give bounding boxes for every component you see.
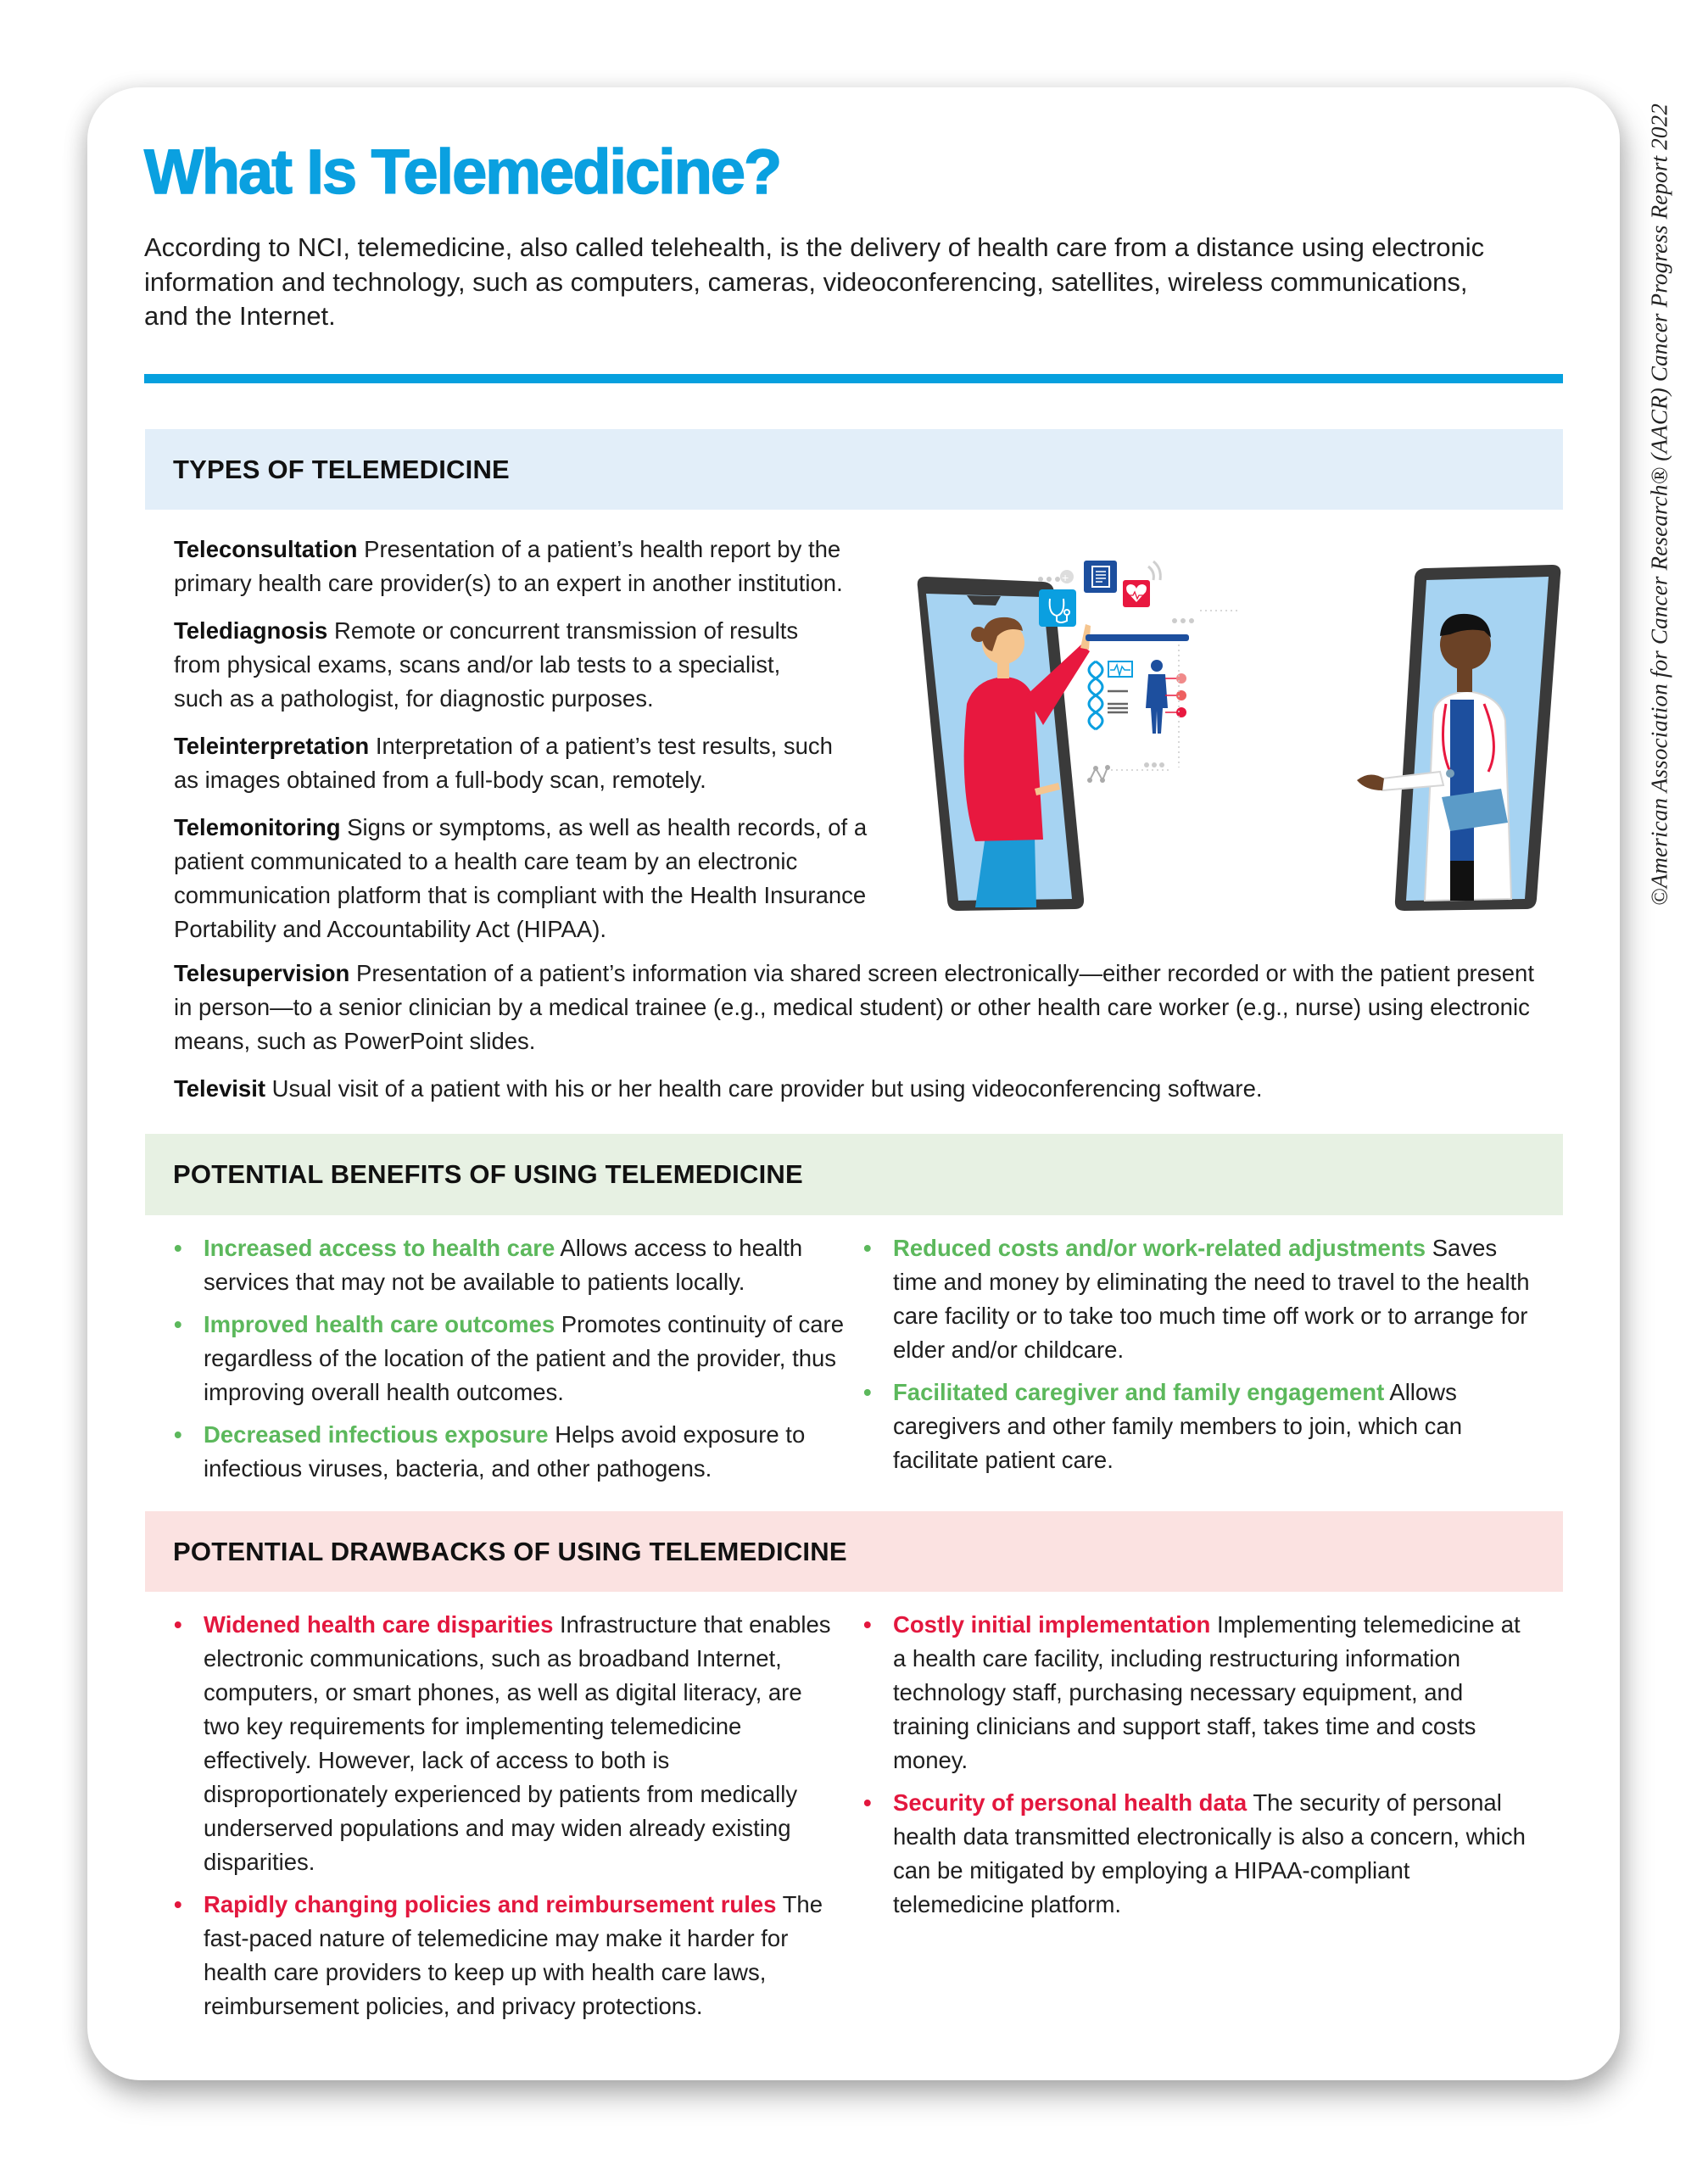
- type-term: Telesupervision: [174, 960, 350, 986]
- copyright-notice: [1638, 85, 1681, 924]
- bullet-icon: •: [863, 1611, 872, 1638]
- ecg-icon: [1108, 661, 1132, 677]
- drawbacks-list-right: [863, 1608, 1533, 1930]
- benefits-heading: POTENTIAL BENEFITS OF USING TELEMEDICINE: [173, 1159, 803, 1189]
- type-desc: Presentation of a patient’s information via shared screen electronically—either recorded or with the patient present in person—to a senior clinician by a medical trainee (e.g., medical student) or other health care worker (e.g., nurse) using electronic means, such as PowerPoint slides.: [174, 960, 1534, 1054]
- benefits-section-header: [145, 1134, 1563, 1215]
- document-icon: [1084, 561, 1117, 593]
- bullet-icon: •: [863, 1789, 872, 1816]
- types-section-header: [145, 429, 1563, 510]
- title-divider: [144, 374, 1563, 383]
- type-item: [174, 957, 1548, 1058]
- drawback-item: [174, 1608, 844, 1879]
- drawback-term: Security of personal health data: [893, 1789, 1248, 1816]
- drawback-item: [863, 1608, 1533, 1778]
- benefits-list-right: [863, 1231, 1533, 1486]
- drawback-desc: The security of personal health data transmitted electronically is also a concern, which can be mitigated by employing a HIPAA-compliant telemedicine platform.: [893, 1789, 1526, 1917]
- types-heading: TYPES OF TELEMEDICINE: [173, 454, 510, 484]
- benefit-item: [863, 1231, 1533, 1367]
- drawbacks-section-header: [145, 1511, 1563, 1592]
- bullet-icon: •: [174, 1891, 182, 1917]
- benefit-term: Improved health care outcomes: [204, 1311, 555, 1337]
- body-icon: [1146, 660, 1168, 734]
- type-item: [174, 614, 818, 716]
- benefit-item: [174, 1418, 844, 1486]
- drawback-item: [863, 1786, 1533, 1922]
- type-desc: Signs or symptoms, as well as health records, of a patient communicated to a health care team by an electronic communication platform that is compliant with the Health Insurance Portability and Accountability Act (HIPAA).: [174, 814, 868, 942]
- benefit-term: Reduced costs and/or work-related adjustments: [893, 1235, 1426, 1261]
- bullet-icon: •: [174, 1235, 182, 1261]
- benefit-desc: Allows access to health services that may not be available to patients locally.: [204, 1235, 803, 1295]
- benefits-list-left: [174, 1231, 844, 1494]
- type-desc: Presentation of a patient’s health report by the primary health care provider(s) to an expert in another institution.: [174, 536, 843, 596]
- benefit-term: Decreased infectious exposure: [204, 1421, 549, 1448]
- benefit-item: [174, 1231, 844, 1299]
- drawbacks-list-left: [174, 1608, 844, 2032]
- benefit-item: [174, 1308, 844, 1409]
- type-desc: Remote or concurrent transmission of results from physical exams, scans and/or lab tests to a specialist, such as a pathologist, for diagnostic purposes.: [174, 617, 799, 712]
- intro-paragraph: According to NCI, telemedicine, also called telehealth, is the delivery of health care from a distance using electronic information and technology, such as computers, cameras, videoconferencing, satellites, wireless communications, and the Internet.: [144, 232, 1485, 331]
- bullet-icon: •: [174, 1421, 182, 1448]
- type-term: Teleconsultation: [174, 536, 358, 562]
- bullet-icon: •: [863, 1379, 872, 1405]
- benefit-term: Increased access to health care: [204, 1235, 555, 1261]
- type-term: Televisit: [174, 1075, 266, 1102]
- benefit-desc: Saves time and money by eliminating the need to travel to the health care facility or to take too much time off work or to arrange for elder and/or childcare.: [893, 1235, 1530, 1363]
- type-item: [174, 811, 941, 946]
- drawback-item: [174, 1888, 844, 2023]
- bullet-icon: •: [863, 1235, 872, 1261]
- page-title: What Is Telemedicine?: [144, 137, 781, 207]
- type-term: Teleinterpretation: [174, 733, 370, 759]
- types-list-wide: [174, 957, 1548, 1119]
- drawback-desc: Infrastructure that enables electronic communications, such as broadband Internet, computers, or smart phones, as well as digital literacy, are two key requirements for implementing telemedicine effectively. However, lack of access to both is disproportionately experienced by patients from medically underserved populations and may widen already existing disparities.: [204, 1611, 831, 1875]
- bullet-icon: •: [174, 1311, 182, 1337]
- telemedicine-illustration: [907, 543, 1569, 924]
- drawback-desc: The fast-paced nature of telemedicine may make it harder for health care providers to keep up with health care laws, reimbursement policies, and privacy protections.: [204, 1891, 823, 2019]
- type-term: Telediagnosis: [174, 617, 328, 644]
- type-desc: Usual visit of a patient with his or her health care provider but using videoconferencing software.: [271, 1075, 1263, 1102]
- type-item: [174, 533, 920, 600]
- svg-text:+: +: [1062, 571, 1069, 584]
- type-item: [174, 1072, 1548, 1106]
- benefit-item: [863, 1376, 1533, 1477]
- drawbacks-heading: POTENTIAL DRAWBACKS OF USING TELEMEDICINE: [173, 1536, 847, 1566]
- copyright-text: ©American Association for Cancer Research® (AACR) Cancer Progress Report 2022: [1646, 103, 1672, 907]
- benefit-term: Facilitated caregiver and family engagement: [893, 1379, 1385, 1405]
- type-desc: Interpretation of a patient’s test results, such as images obtained from a full-body scan, remotely.: [174, 733, 833, 793]
- drawback-desc: Implementing telemedicine at a health care facility, including restructuring information technology staff, purchasing necessary equipment, and training clinicians and support staff, takes time and costs money.: [893, 1611, 1521, 1773]
- type-term: Telemonitoring: [174, 814, 341, 840]
- type-item: [174, 729, 835, 797]
- drawback-term: Widened health care disparities: [204, 1611, 554, 1638]
- types-list: [174, 533, 920, 960]
- drawback-term: Costly initial implementation: [893, 1611, 1211, 1638]
- drawback-term: Rapidly changing policies and reimbursement rules: [204, 1891, 777, 1917]
- bullet-icon: •: [174, 1611, 182, 1638]
- benefit-desc: Promotes continuity of care regardless of the location of the patient and the provider, thus improving overall health outcomes.: [204, 1311, 845, 1405]
- benefit-desc: Allows caregivers and other family members to join, which can facilitate patient care.: [893, 1379, 1462, 1473]
- benefit-desc: Helps avoid exposure to infectious viruses, bacteria, and other pathogens.: [204, 1421, 806, 1482]
